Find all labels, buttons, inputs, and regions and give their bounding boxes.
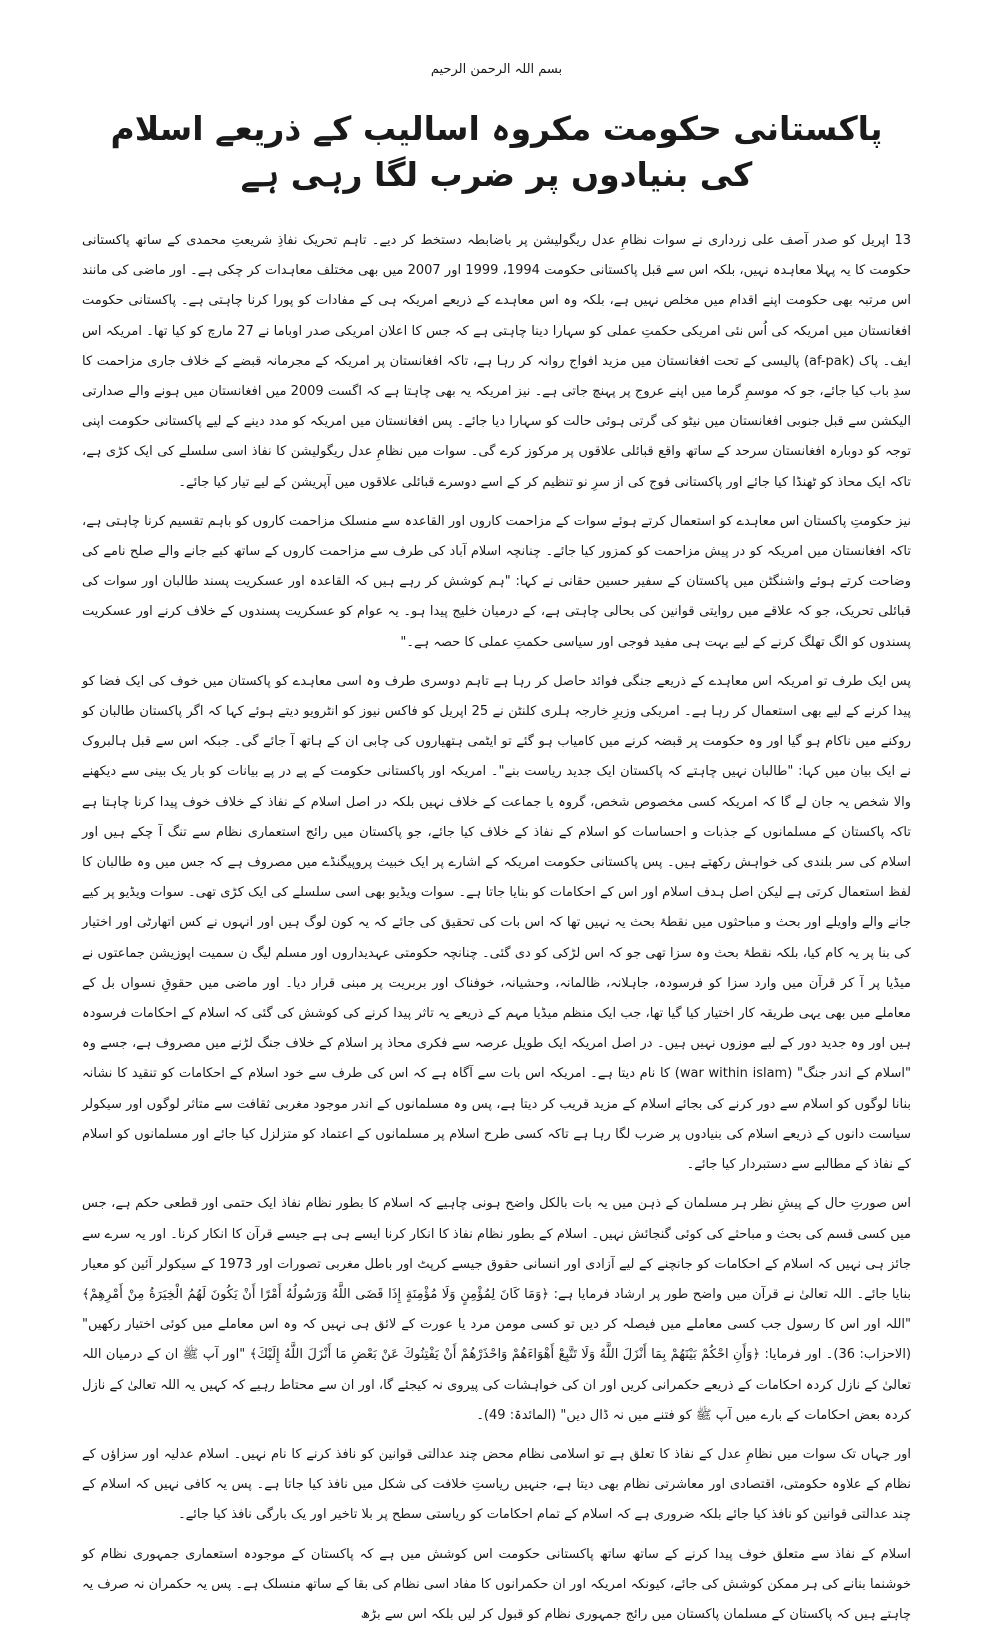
paragraph: اور جہاں تک سوات میں نظامِ عدل کے نفاذ کا تعلق ہے تو اسلامی نظام محض چند عدالتی قوانین کو نافذ کرنے کا نام نہیں۔ اسلام عدلیہ اور سزاؤں کے نظام کے علاوہ حکومتی، اقتصادی اور معاشرتی نظام بھی دیتا ہے، جنہیں ریاستِ خلافت کی شکل میں نافذ کیا جاتا ہے۔ پس یہ کافی نہیں کہ اسلام کے چند عدالتی قوانین کو نافذ کیا جائے بلکہ ضروری ہے کہ اسلام کے تمام احکامات کو ریاستی سطح پر بلا تاخیر اور یک بارگی نافذ کیا جائے۔	[82, 1446, 911, 1523]
paragraph: نیز حکومتِ پاکستان اس معاہدے کو استعمال کرتے ہوئے سوات کے مزاحمت کاروں اور القاعدہ سے منسلک مزاحمت کاروں کو باہم تقسیم کرنا چاہتی ہے، تاکہ افغانستان میں امریکہ کو در پیش مزاحمت کو کمزور کیا جائے۔ چنانچہ اسلام آباد کی طرف سے مزاحمت کاروں کے ساتھ کیے جانے والے صلح نامے کی وضاحت کرتے ہوئے واشنگٹن میں پاکستان کے سفیر حسین حقانی نے کہا: "ہم کوشش کر رہے ہیں کہ القاعدہ اور عسکریت پسند طالبان اور سوات کی قبائلی تحریک، جو کہ علاقے میں روایتی قوانین کی بحالی چاہتی ہے، کے درمیان خلیج پیدا ہو۔ یہ عوام کو عسکریت پسندوں کے خلاف کرنے اور عسکریت پسندوں کو الگ تھلگ کرنے کے لیے بہت ہی مفید فوجی اور سیاسی حکمتِ عملی کا حصہ ہے۔"	[82, 513, 911, 650]
paragraph: اس صورتِ حال کے پیشِ نظر ہر مسلمان کے ذہن میں یہ بات بالکل واضح ہونی چاہیے کہ اسلام کا بطور نظام نفاذ ایک حتمی اور قطعی حکم ہے، جس میں کسی قسم کی بحث و مباحثے کی کوئی گنجائش نہیں۔ اسلام کے بطور نظام نفاذ کا انکار کرنا ایسے ہی ہے جیسے قرآن کا انکار کرنا۔ اور یہ سرے سے جائز ہی نہیں کہ اسلام کے احکامات کو جانچنے کے لیے آزادی اور انسانی حقوق جیسے کرپٹ اور باطل مغربی تصورات اور 1973 کے سیکولر آئین کو معیار بنایا جائے۔ اللہ تعالیٰ نے قرآن میں واضح طور پر ارشاد فرمایا ہے: ﴿وَمَا كَانَ لِمُؤْمِنٍ وَلَا مُؤْمِنَةٍ إِذَا قَضَى اللَّهُ وَرَسُولُهُ أَمْرًا أَنْ يَكُونَ لَهُمُ الْخِيَرَةُ مِنْ أَمْرِهِمْ﴾ "اللہ اور اس کا رسول جب کسی معاملے میں فیصلہ کر دیں تو کسی مومن مرد یا عورت کے لائق ہی نہیں کہ وہ اس معاملے میں کوئی اختیار رکھیں" (الاحزاب: 36)۔ اور فرمایا: ﴿وَأَنِ احْكُمْ بَيْنَهُمْ بِمَا أَنْزَلَ اللَّهُ وَلَا تَتَّبِعْ أَهْوَاءَهُمْ وَاحْذَرْهُمْ أَنْ يَفْتِنُوكَ عَنْ بَعْضِ مَا أَنْزَلَ اللَّهُ إِلَيْكَ﴾ "اور آپ ﷺ ان کے درمیان اللہ تعالیٰ کے نازل کردہ احکامات کے ذریعے حکمرانی کریں اور ان کی خواہشات کی پیروی نہ کیجئے گا، اور ان سے محتاط رہیے کہ کہیں یہ اللہ تعالیٰ کے نازل کردہ بعض احکامات کے بارے میں آپ ﷺ کو فتنے میں نہ ڈال دیں" (المائدۃ: 49)۔	[82, 1196, 912, 1423]
headline: پاکستانی حکومت مکروہ اسالیب کے ذریعے اسلام کی بنیادوں پر ضرب لگا رہی ہے	[110, 109, 883, 194]
bismillah: بسم اللہ الرحمن الرحیم	[430, 62, 563, 77]
paragraph: پس ایک طرف تو امریکہ اس معاہدے کے ذریعے جنگی فوائد حاصل کر رہا ہے تاہم دوسری طرف وہ اسی معاہدے کو پاکستان میں خوف کی ایک فضا کو پیدا کرنے کے لیے بھی استعمال کر رہا ہے۔ امریکی وزیرِ خارجہ ہلری کلنٹن نے 25 اپریل کو فاکس نیوز کو انٹرویو دیتے ہوئے کہا کہ اگر پاکستان طالبان کو روکنے میں ناکام ہو گیا اور وہ حکومت پر قبضہ کرنے میں کامیاب ہو گئے تو ایٹمی ہتھیاروں کی چابی ان کے ہاتھ آ جائے گی۔ جبکہ اس سے قبل ہالبروک نے ایک بیان میں کہا: "طالبان نہیں چاہتے کہ پاکستان ایک جدید ریاست بنے"۔ امریکہ اور پاکستانی حکومت کے پے در پے بیانات کو بار یک بینی سے دیکھنے والا شخص یہ جان لے گا کہ امریکہ کسی مخصوص شخص، گروہ یا جماعت کے خلاف نہیں بلکہ در اصل اسلام کے نفاذ کے خلاف خوف پیدا کرنا چاہتا ہے تاکہ پاکستان کے مسلمانوں کے جذبات و احساسات کو اسلام کے نفاذ کے خلاف کیا جائے، جو پاکستان میں رائج استعماری نظام سے تنگ آ چکے ہیں اور اسلام کی سر بلندی کی خواہش رکھتے ہیں۔ پس پاکستانی حکومت امریکہ کے اشارے پر ایک خبیث پروپیگنڈے میں مصروف ہے کہ جس میں وہ طالبان کا لفظ استعمال کرتی ہے لیکن اصل ہدف اسلام اور اس کے احکامات کو بنایا جاتا ہے۔ سوات ویڈیو بھی اسی سلسلے کی ایک کڑی تھی۔ سوات ویڈیو پر کیے جانے والے واویلے اور بحث و مباحثوں میں نقطۂ بحث یہ نہیں تھا کہ اس بات کی تحقیق کی جائے کہ یہ کون لوگ ہیں اور انہوں نے کس اتھارٹی اور اختیار کی بنا پر یہ کام کیا، بلکہ نقطۂ بحث وہ سزا تھی جو کہ اس لڑکی کو دی گئی۔ چنانچہ حکومتی عہدیداروں اور مسلم لیگ ن سمیت اپوزیشن جماعتوں نے میڈیا پر آ کر قرآن میں وارد سزا کو فرسودہ، جاہلانہ، ظالمانہ، وحشیانہ، خوفناک اور بربریت پر مبنی قرار دیا۔ اور ماضی میں حقوقِ نسواں بل کے معاملے میں بھی یہی طریقہ کار اختیار کیا گیا تھا، جب ایک منظم میڈیا مہم کے ذریعے یہ تاثر پیدا کرنے کی کوشش کی گئی کہ اسلام کے احکامات فرسودہ ہیں اور وہ جدید دور کے لیے موزوں نہیں ہیں۔ در اصل امریکہ ایک طویل عرصہ سے فکری محاذ پر اسلام کے خلاف جنگ لڑنے میں مصروف ہے، جسے وہ "اسلام کے اندر جنگ" (war within islam) کا نام دیتا ہے۔ امریکہ اس بات سے آگاہ ہے کہ اس کی طرف سے خود اسلام کے احکامات کو تنقید کا نشانہ بنانا لوگوں کو اسلام سے دور کرنے کی بجائے اسلام کے مزید قریب کر دیتا ہے، پس وہ مسلمانوں کے اندر موجود مغربی ثقافت سے متاثر لوگوں اور سیکولر سیاست دانوں کے ذریعے اسلام کی بنیادوں پر ضرب لگا رہا ہے تاکہ کسی طرح اسلام پر مسلمانوں کے اعتماد کو متزلزل کیا جائے اور مسلمانوں کو اسلام کے نفاذ کے مطالبے سے دستبردار کیا جائے۔	[82, 673, 911, 1173]
paragraph: اسلام کے نفاذ سے متعلق خوف پیدا کرنے کے ساتھ ساتھ پاکستانی حکومت اس کوشش میں ہے کہ پاکستان کے موجودہ استعماری جمہوری نظام کو خوشنما بنانے کی ہر ممکن کوشش کی جائے، کیونکہ امریکہ اور ان حکمرانوں کا مفاد اسی نظام کی بقا کے ساتھ منسلک ہے۔ پس یہ حکمران نہ صرف یہ چاہتے ہیں کہ پاکستان کے مسلمان پاکستان میں رائج جمہوری نظام کو قبول کر لیں بلکہ اس سے بڑھ	[82, 1546, 911, 1622]
article-body	[82, 226, 911, 1630]
paragraph: 13 اپریل کو صدر آصف علی زرداری نے سوات نظامِ عدل ریگولیشن پر باضابطہ دستخط کر دیے۔ تاہم تحریک نفاذِ شریعتِ محمدی کے ساتھ پاکستانی حکومت کا یہ پہلا معاہدہ نہیں، بلکہ اس سے قبل پاکستانی حکومت 1994، 1999 اور 2007 میں بھی مختلف معاہدات کر چکی ہے۔ اور ماضی کی مانند اس مرتبہ بھی حکومت اپنے اقدام میں مخلص نہیں ہے، بلکہ وہ اس معاہدے کے ذریعے امریکہ ہی کے مفادات کو پورا کرنا چاہتی ہے۔ پاکستانی حکومت افغانستان میں امریکہ کی اُس نئی امریکی حکمتِ عملی کو سہارا دینا چاہتی ہے کہ جس کا اعلان امریکی صدر اوباما نے 27 مارچ کو کیا تھا۔ امریکہ اس ایف۔ پاک (af-pak) پالیسی کے تحت افغانستان میں مزید افواج روانہ کر رہا ہے، تاکہ افغانستان پر امریکہ کے مجرمانہ قبضے کے خلاف جاری مزاحمت کا سدِ باب کیا جائے، جو کہ موسمِ گرما میں اپنے عروج پر پہنچ جاتی ہے۔ نیز امریکہ یہ بھی چاہتا ہے کہ اگست 2009 میں افغانستان میں ہونے والے صدارتی الیکشن سے قبل جنوبی افغانستان میں نیٹو کی گرتی ہوئی حالت کو سہارا دیا جائے۔ پس افغانستان میں امریکہ کو مدد دینے کے لیے پاکستانی حکومت اپنی توجہ کو دوبارہ افغانستان سرحد کے ساتھ واقع قبائلی علاقوں پر مرکوز کرے گی۔ سوات میں نظامِ عدل ریگولیشن کا نفاذ اسی سلسلے کی ایک کڑی ہے، تاکہ ایک محاذ کو ٹھنڈا کیا جائے اور پاکستانی فوج کی از سرِ نو تنظیم کر کے اسے دوسرے قبائلی علاقوں میں آپریشن کے لیے تیار کیا جائے۔	[82, 233, 911, 490]
